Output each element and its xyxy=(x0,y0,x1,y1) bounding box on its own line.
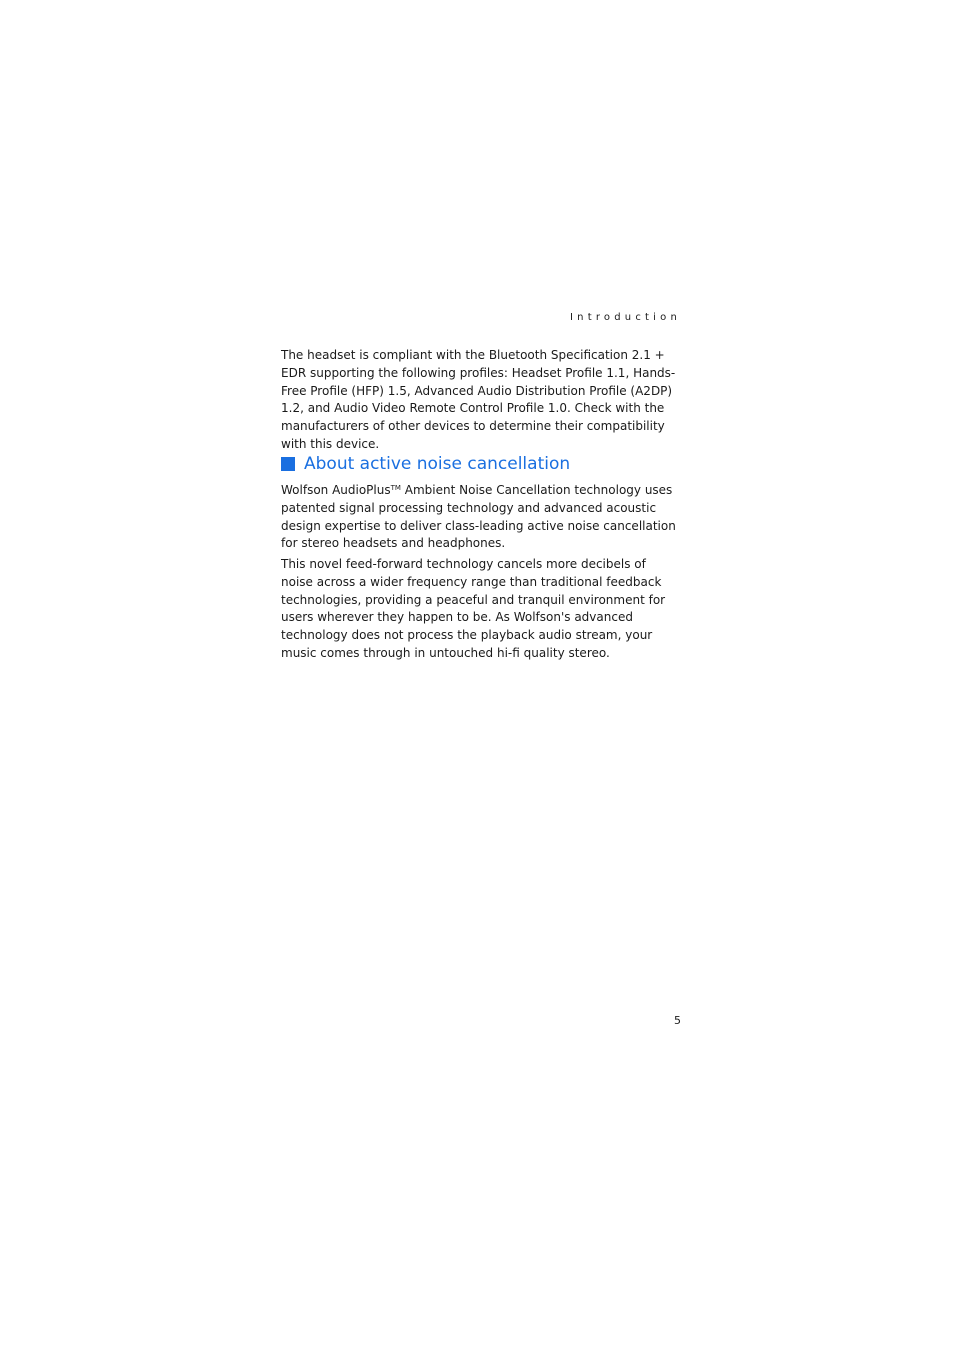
noise-cancellation-paragraph-1 xyxy=(281,480,681,553)
paragraph-rest: Ambient Noise Cancellation technology uses patented signal processing technology and advanced acoustic design expertise to deliver class-leading active noise cancellation for stereo headsets and headphones. xyxy=(281,483,676,551)
noise-cancellation-paragraph-2: This novel feed-forward technology cancels more decibels of noise across a wider frequency range than traditional feedback technologies, providing a peaceful and tranquil environment for users wherever they happen to be. As Wolfson's advanced technology does not process the playback audio stream, your music comes through in untouched hi-fi quality stereo. xyxy=(281,557,666,660)
document-page xyxy=(281,0,681,1351)
paragraph-lead: Wolfson AudioPlus xyxy=(281,483,391,497)
running-header: Introduction xyxy=(570,312,681,323)
page-number: 5 xyxy=(674,1014,681,1027)
section-heading-text: About active noise cancellation xyxy=(304,454,571,474)
square-bullet-icon xyxy=(281,457,295,471)
intro-paragraph: The headset is compliant with the Bluetooth Specification 2.1 + EDR supporting the following profiles: Headset Profile 1.1, Hands-Free Profile (HFP) 1.5, Advanced Audio Distribution Profile (A2DP) 1.2, and Audio Video Remote Control Profile 1.0. Check with the manufacturers of other devices to determine their compatibility with this device. xyxy=(281,348,676,451)
section-heading xyxy=(281,454,681,474)
trademark-mark: TM xyxy=(390,484,401,492)
